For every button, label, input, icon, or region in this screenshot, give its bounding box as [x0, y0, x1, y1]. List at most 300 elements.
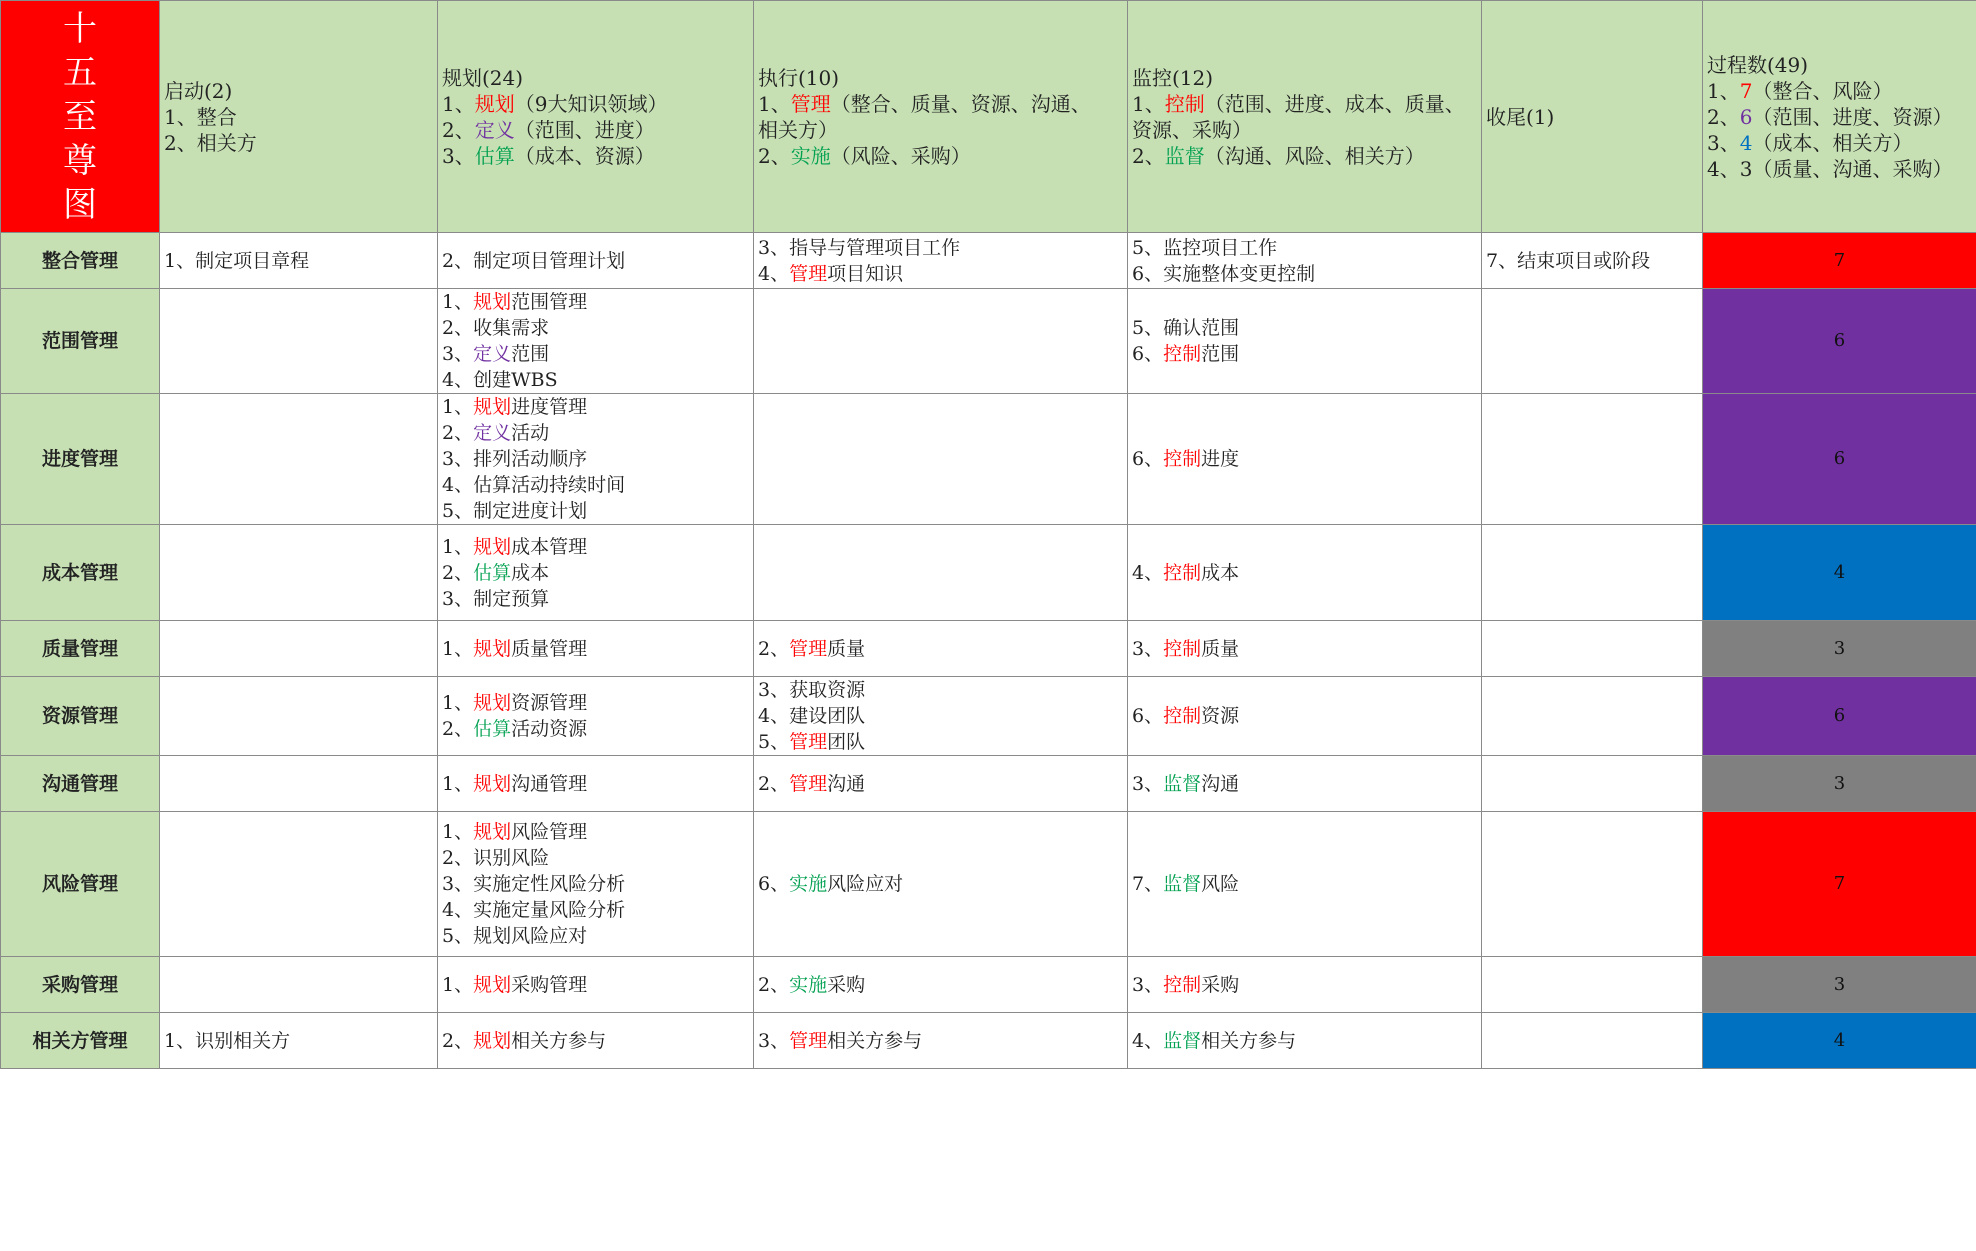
- process-text: 1、: [442, 91, 475, 116]
- header-executing: [754, 1, 1128, 233]
- process-text: 1、: [442, 291, 474, 313]
- process-cell-planning: [438, 756, 754, 812]
- process-text: 相关方参与: [827, 1029, 923, 1052]
- cell-line: [1132, 703, 1477, 729]
- keyword-text: 估算: [473, 718, 512, 740]
- cell-line: [442, 819, 749, 845]
- cell-line: [758, 871, 1123, 897]
- process-text: 1、制定项目章程: [164, 249, 310, 272]
- cell-line: [758, 636, 1123, 662]
- process-text: 5、: [758, 731, 790, 753]
- header-initiate: [160, 1, 438, 233]
- process-cell-initiate: [160, 233, 438, 289]
- keyword-text: 规划: [473, 291, 512, 313]
- cell-line: [164, 248, 433, 274]
- process-cell-closing: [1482, 525, 1703, 621]
- keyword-text: 管理: [790, 91, 831, 116]
- process-cell-closing: [1482, 756, 1703, 812]
- cell-line: [1132, 341, 1477, 367]
- cell-line: [164, 1028, 433, 1054]
- process-text: 采购管理: [511, 973, 588, 996]
- header-title: 规划(24): [442, 65, 524, 90]
- process-cell-monitoring: [1128, 756, 1482, 812]
- process-text: 5、监控项目工作: [1132, 236, 1278, 259]
- cell-line: [1132, 315, 1477, 341]
- process-cell-initiate: [160, 621, 438, 677]
- cell-line: [1132, 143, 1477, 169]
- keyword-text: 规划: [473, 772, 512, 795]
- keyword-text: 控制: [1163, 561, 1202, 584]
- process-cell-executing: [754, 812, 1128, 957]
- process-count-cell: 3: [1703, 957, 1976, 1013]
- corner-char: 图: [63, 184, 97, 225]
- cell-line: [442, 446, 749, 472]
- process-text: 项目知识: [827, 262, 904, 285]
- process-text: 2、: [758, 143, 791, 168]
- process-cell-initiate: [160, 756, 438, 812]
- keyword-text: 控制: [1163, 973, 1202, 996]
- keyword-text: 控制: [1163, 705, 1202, 727]
- cell-line: [758, 771, 1123, 797]
- keyword-text: 4: [1739, 130, 1753, 155]
- process-cell-planning: [438, 394, 754, 525]
- process-cell-closing: [1482, 621, 1703, 677]
- process-text: 沟通管理: [511, 772, 588, 795]
- process-text: 4、实施定量风险分析: [442, 899, 626, 921]
- cell-line: [442, 534, 749, 560]
- keyword-text: 控制: [1163, 343, 1202, 365]
- header-row: [1, 1, 1976, 233]
- keyword-text: 定义: [473, 422, 512, 444]
- keyword-text: 管理: [789, 637, 828, 660]
- process-text: 相关方参与: [1201, 1029, 1297, 1052]
- process-text: 2、: [758, 973, 790, 996]
- process-text: 成本: [1201, 561, 1240, 584]
- process-text: 资源: [1201, 705, 1240, 727]
- knowledge-area-label: 成本管理: [1, 525, 160, 621]
- keyword-text: 估算: [474, 143, 515, 168]
- process-text: 范围: [1201, 343, 1240, 365]
- process-cell-initiate: [160, 289, 438, 394]
- process-text: 6、实施整体变更控制: [1132, 262, 1316, 285]
- cell-line: [1132, 261, 1477, 287]
- cell-line: [442, 690, 749, 716]
- process-cell-planning: [438, 525, 754, 621]
- process-text: 资源、采购）: [1132, 117, 1252, 142]
- keyword-text: 监督: [1163, 873, 1202, 895]
- process-text: 2、: [442, 117, 475, 142]
- keyword-text: 规划: [474, 91, 515, 116]
- header-title: 执行(10): [758, 65, 840, 90]
- process-text: 1、: [442, 973, 474, 996]
- process-cell-monitoring: [1128, 812, 1482, 957]
- knowledge-area-label: 相关方管理: [1, 1013, 160, 1069]
- process-cell-closing: [1482, 289, 1703, 394]
- process-text: 3、获取资源: [758, 679, 866, 701]
- process-text: 4、: [1132, 1029, 1164, 1052]
- keyword-text: 规划: [473, 637, 512, 660]
- process-cell-monitoring: [1128, 289, 1482, 394]
- cell-line: [442, 586, 749, 612]
- process-text: （范围、进度、成本、质量、: [1204, 91, 1465, 116]
- cell-line: [442, 923, 749, 949]
- keyword-text: 估算: [473, 561, 512, 584]
- process-cell-monitoring: [1128, 525, 1482, 621]
- process-text: 6、: [1132, 705, 1164, 727]
- corner-title-cell: [1, 1, 160, 233]
- process-cell-planning: [438, 621, 754, 677]
- process-cell-planning: [438, 289, 754, 394]
- cell-line: [442, 771, 749, 797]
- cell-line: [1486, 248, 1698, 274]
- knowledge-area-row: [1, 957, 1976, 1013]
- process-text: （风险、采购）: [830, 143, 971, 168]
- corner-char: 五: [63, 52, 97, 93]
- process-cell-closing: [1482, 394, 1703, 525]
- cell-line: [758, 261, 1123, 287]
- process-text: 相关方参与: [511, 1029, 607, 1052]
- cell-line: [442, 420, 749, 446]
- process-text: 3、指导与管理项目工作: [758, 236, 961, 259]
- process-text: 采购: [1201, 973, 1240, 996]
- cell-line: [442, 394, 749, 420]
- process-text: 4、: [758, 262, 790, 285]
- knowledge-area-row: [1, 289, 1976, 394]
- header-title: 监控(12): [1132, 65, 1214, 90]
- process-text: 3、: [1132, 973, 1164, 996]
- process-text: 2、: [758, 772, 790, 795]
- header-title: 启动(2): [164, 78, 233, 103]
- process-cell-monitoring: [1128, 621, 1482, 677]
- process-text: 2、: [442, 1029, 474, 1052]
- process-text: 风险管理: [511, 821, 588, 843]
- cell-line: [442, 91, 749, 117]
- process-text: 1、: [442, 692, 474, 714]
- knowledge-area-row: [1, 233, 1976, 289]
- keyword-text: 定义: [473, 343, 512, 365]
- process-cell-executing: [754, 233, 1128, 289]
- cell-line: [442, 845, 749, 871]
- cell-line: [758, 235, 1123, 261]
- process-text: 1、: [442, 637, 474, 660]
- cell-line: [442, 248, 749, 274]
- knowledge-area-label: 风险管理: [1, 812, 160, 957]
- cell-line: [1132, 636, 1477, 662]
- cell-line: [1132, 871, 1477, 897]
- process-cell-executing: [754, 525, 1128, 621]
- keyword-text: 监督: [1163, 772, 1202, 795]
- process-cell-planning: [438, 1013, 754, 1069]
- process-text: 2、相关方: [164, 130, 257, 155]
- process-cell-executing: [754, 677, 1128, 756]
- cell-line: [1132, 1028, 1477, 1054]
- cell-line: [442, 972, 749, 998]
- process-text: 1、: [1132, 91, 1165, 116]
- keyword-text: 管理: [789, 772, 828, 795]
- keyword-text: 管理: [789, 1029, 828, 1052]
- process-text: 2、: [442, 718, 474, 740]
- process-cell-planning: [438, 812, 754, 957]
- keyword-text: 规划: [473, 396, 512, 418]
- process-text: 6、: [1132, 343, 1164, 365]
- knowledge-area-row: [1, 812, 1976, 957]
- process-cell-planning: [438, 677, 754, 756]
- process-text: （沟通、风险、相关方）: [1204, 143, 1425, 168]
- process-text: 沟通: [1201, 772, 1240, 795]
- cell-line: [442, 498, 749, 524]
- cell-line: [758, 91, 1123, 117]
- knowledge-area-label: 采购管理: [1, 957, 160, 1013]
- corner-char: 尊: [63, 140, 97, 181]
- process-text: 5、确认范围: [1132, 317, 1240, 339]
- process-text: （成本、资源）: [514, 143, 655, 168]
- process-text: 1、: [442, 396, 474, 418]
- process-count-cell: 4: [1703, 1013, 1976, 1069]
- process-text: 1、: [442, 772, 474, 795]
- process-text: 1、: [1707, 78, 1740, 103]
- process-text: 资源管理: [511, 692, 588, 714]
- knowledge-area-label: 进度管理: [1, 394, 160, 525]
- process-text: 质量: [1201, 637, 1240, 660]
- process-text: 4、: [1132, 561, 1164, 584]
- keyword-text: 实施: [789, 873, 828, 895]
- process-cell-planning: [438, 957, 754, 1013]
- process-text: 3、实施定性风险分析: [442, 873, 626, 895]
- process-text: 采购: [827, 973, 866, 996]
- process-cell-planning: [438, 233, 754, 289]
- cell-line: [1132, 446, 1477, 472]
- cell-line: [758, 143, 1123, 169]
- knowledge-area-label: 质量管理: [1, 621, 160, 677]
- process-text: 5、规划风险应对: [442, 925, 588, 947]
- header-title: 过程数(49): [1707, 52, 1809, 77]
- keyword-text: 规划: [473, 692, 512, 714]
- process-text: 3、: [758, 1029, 790, 1052]
- process-text: 2、收集需求: [442, 317, 550, 339]
- cell-line: [758, 117, 1123, 143]
- cell-line: [758, 1028, 1123, 1054]
- process-text: 3、: [1132, 772, 1164, 795]
- keyword-text: 监督: [1163, 1029, 1202, 1052]
- process-text: 2、: [442, 422, 474, 444]
- knowledge-area-label: 资源管理: [1, 677, 160, 756]
- header-planning: [438, 1, 754, 233]
- process-text: 2、识别风险: [442, 847, 550, 869]
- knowledge-area-row: [1, 677, 1976, 756]
- process-cell-closing: [1482, 233, 1703, 289]
- keyword-text: 实施: [789, 973, 828, 996]
- process-text: 2、: [1707, 104, 1740, 129]
- knowledge-area-row: [1, 621, 1976, 677]
- cell-line: [1132, 117, 1477, 143]
- keyword-text: 规划: [473, 535, 512, 558]
- cell-line: [1132, 560, 1477, 586]
- process-cell-closing: [1482, 957, 1703, 1013]
- process-text: 1、整合: [164, 104, 237, 129]
- process-cell-executing: [754, 289, 1128, 394]
- process-text: 风险应对: [827, 873, 904, 895]
- keyword-text: 监督: [1164, 143, 1205, 168]
- cell-line: [1707, 130, 1972, 156]
- cell-line: [442, 1028, 749, 1054]
- process-text: 3、: [442, 143, 475, 168]
- process-count-cell: 3: [1703, 756, 1976, 812]
- cell-line: [758, 703, 1123, 729]
- corner-char: 至: [63, 96, 97, 137]
- cell-line: [442, 143, 749, 169]
- process-cell-initiate: [160, 812, 438, 957]
- process-cell-executing: [754, 1013, 1128, 1069]
- process-cell-executing: [754, 394, 1128, 525]
- process-text: 范围管理: [511, 291, 588, 313]
- process-text: 沟通: [827, 772, 866, 795]
- cell-line: [442, 636, 749, 662]
- knowledge-area-label: 整合管理: [1, 233, 160, 289]
- cell-line: [758, 677, 1123, 703]
- cell-line: [442, 897, 749, 923]
- keyword-text: 控制: [1163, 637, 1202, 660]
- cell-line: [442, 716, 749, 742]
- keyword-text: 规划: [473, 973, 512, 996]
- process-cell-closing: [1482, 677, 1703, 756]
- process-text: 2、: [442, 561, 474, 584]
- process-text: 1、: [442, 821, 474, 843]
- process-cell-monitoring: [1128, 957, 1482, 1013]
- process-text: 4、估算活动持续时间: [442, 474, 626, 496]
- process-cell-initiate: [160, 677, 438, 756]
- cell-line: [442, 117, 749, 143]
- process-cell-closing: [1482, 1013, 1703, 1069]
- process-text: 6、: [1132, 448, 1164, 470]
- process-text: 3、: [442, 343, 474, 365]
- process-text: 范围: [511, 343, 550, 365]
- process-cell-executing: [754, 621, 1128, 677]
- keyword-text: 定义: [474, 117, 515, 142]
- cell-line: [442, 560, 749, 586]
- cell-line: [442, 472, 749, 498]
- header-closing: [1482, 1, 1703, 233]
- process-text: （整合、风险）: [1752, 78, 1893, 103]
- process-text: 2、制定项目管理计划: [442, 249, 626, 272]
- process-text: 2、: [1132, 143, 1165, 168]
- header-monitoring: [1128, 1, 1482, 233]
- process-cell-monitoring: [1128, 1013, 1482, 1069]
- process-count-cell: 6: [1703, 289, 1976, 394]
- keyword-text: 实施: [790, 143, 831, 168]
- keyword-text: 规划: [473, 821, 512, 843]
- process-text: 成本: [511, 561, 550, 584]
- header-count: [1703, 1, 1976, 233]
- cell-line: [758, 729, 1123, 755]
- knowledge-area-row: [1, 394, 1976, 525]
- process-text: （成本、相关方）: [1752, 130, 1913, 155]
- process-cell-closing: [1482, 812, 1703, 957]
- knowledge-area-label: 范围管理: [1, 289, 160, 394]
- process-count-cell: 7: [1703, 812, 1976, 957]
- process-text: 1、: [758, 91, 791, 116]
- process-cell-monitoring: [1128, 233, 1482, 289]
- process-text: （整合、质量、资源、沟通、: [830, 91, 1091, 116]
- process-text: 质量: [827, 637, 866, 660]
- cell-line: [1132, 972, 1477, 998]
- keyword-text: 规划: [473, 1029, 512, 1052]
- process-text: 4、建设团队: [758, 705, 866, 727]
- process-text: 5、制定进度计划: [442, 500, 588, 522]
- process-cell-initiate: [160, 525, 438, 621]
- cell-line: [442, 871, 749, 897]
- corner-char: 十: [63, 8, 97, 49]
- process-text: 质量管理: [511, 637, 588, 660]
- process-cell-initiate: [160, 957, 438, 1013]
- process-text: 4、创建WBS: [442, 369, 558, 391]
- process-text: 4、3（质量、沟通、采购）: [1707, 156, 1953, 181]
- process-text: 进度管理: [511, 396, 588, 418]
- cell-line: [442, 315, 749, 341]
- keyword-text: 控制: [1164, 91, 1205, 116]
- process-text: 3、排列活动顺序: [442, 448, 588, 470]
- keyword-text: 7: [1739, 78, 1753, 103]
- process-text: （范围、进度）: [514, 117, 655, 142]
- process-text: 1、识别相关方: [164, 1029, 291, 1052]
- knowledge-area-label: 沟通管理: [1, 756, 160, 812]
- process-text: 3、: [1132, 637, 1164, 660]
- knowledge-area-row: [1, 525, 1976, 621]
- process-text: 活动资源: [511, 718, 588, 740]
- process-text: 7、: [1132, 873, 1164, 895]
- process-text: 1、: [442, 535, 474, 558]
- process-text: 活动: [511, 422, 550, 444]
- process-text: 3、制定预算: [442, 587, 550, 610]
- keyword-text: 管理: [789, 731, 828, 753]
- cell-line: [1707, 156, 1972, 182]
- process-text: 7、结束项目或阶段: [1486, 249, 1651, 272]
- keyword-text: 6: [1739, 104, 1753, 129]
- process-count-cell: 3: [1703, 621, 1976, 677]
- process-text: 进度: [1201, 448, 1240, 470]
- process-text: （范围、进度、资源）: [1752, 104, 1953, 129]
- header-title: 收尾(1): [1486, 104, 1555, 129]
- process-text: 3、: [1707, 130, 1740, 155]
- process-cell-initiate: [160, 394, 438, 525]
- cell-line: [1707, 104, 1972, 130]
- cell-line: [1707, 78, 1972, 104]
- knowledge-area-row: [1, 756, 1976, 812]
- process-count-cell: 7: [1703, 233, 1976, 289]
- process-cell-executing: [754, 756, 1128, 812]
- cell-line: [1132, 771, 1477, 797]
- process-text: 成本管理: [511, 535, 588, 558]
- process-text: （9大知识领域）: [514, 91, 668, 116]
- cell-line: [442, 341, 749, 367]
- cell-line: [758, 972, 1123, 998]
- process-text: 团队: [827, 731, 866, 753]
- cell-line: [442, 367, 749, 393]
- cell-line: [442, 289, 749, 315]
- process-cell-executing: [754, 957, 1128, 1013]
- process-text: 相关方）: [758, 117, 838, 142]
- process-count-cell: 6: [1703, 677, 1976, 756]
- cell-line: [1132, 235, 1477, 261]
- process-count-cell: 6: [1703, 394, 1976, 525]
- process-text: 2、: [758, 637, 790, 660]
- process-cell-monitoring: [1128, 677, 1482, 756]
- keyword-text: 管理: [789, 262, 828, 285]
- knowledge-area-row: [1, 1013, 1976, 1069]
- process-count-cell: 4: [1703, 525, 1976, 621]
- keyword-text: 控制: [1163, 448, 1202, 470]
- process-text: 风险: [1201, 873, 1240, 895]
- cell-line: [164, 104, 433, 130]
